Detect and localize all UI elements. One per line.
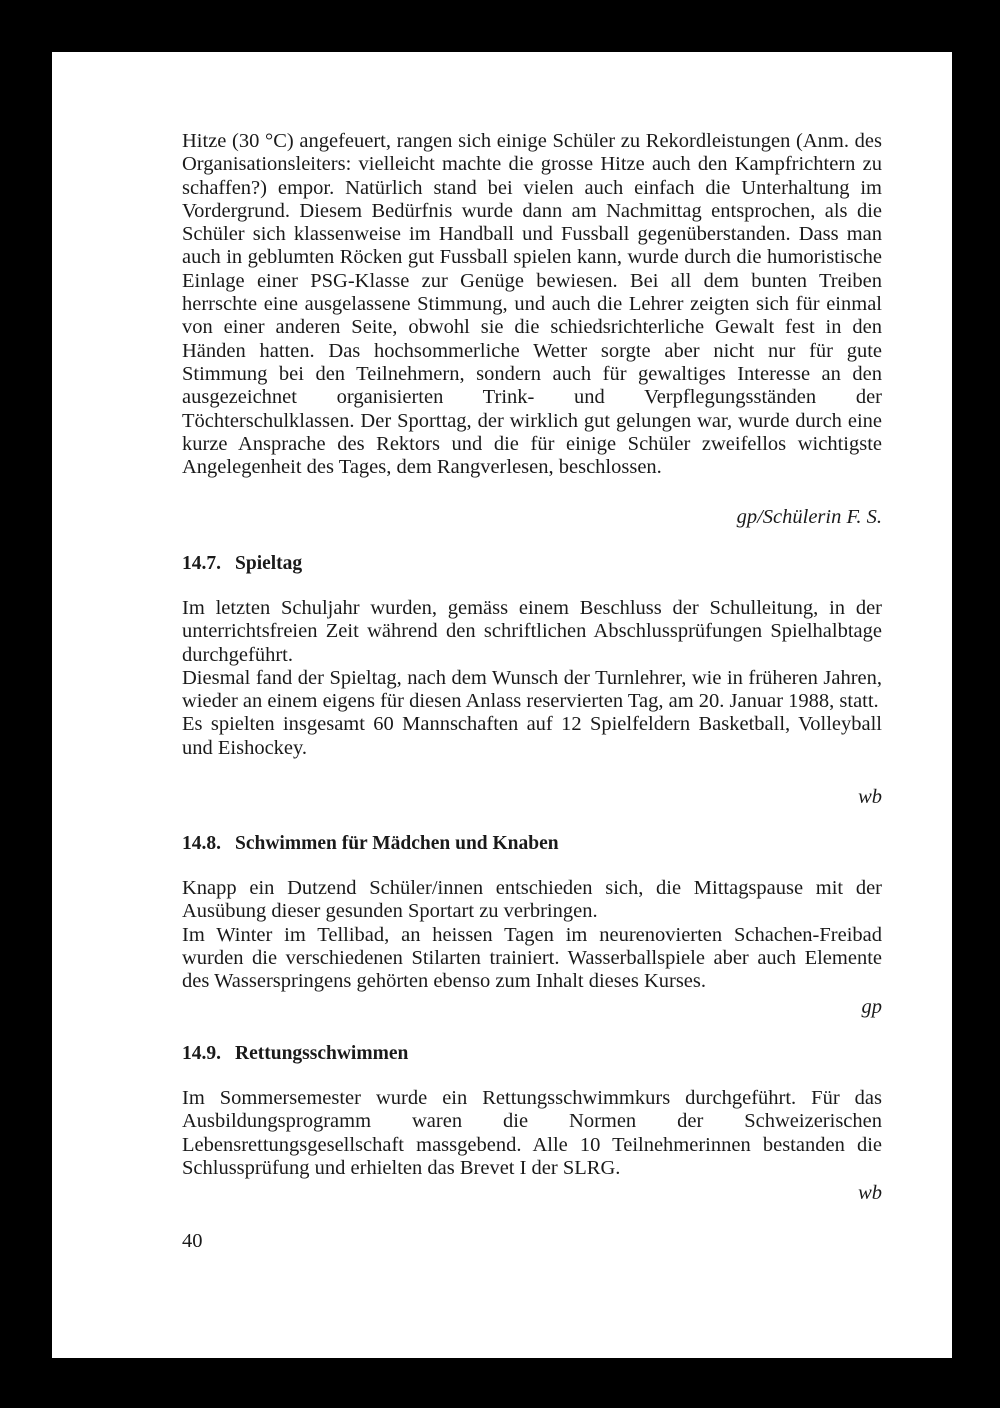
- section-heading-schwimmen: [182, 832, 559, 855]
- page-number: 40: [182, 1230, 203, 1252]
- section-title: Spieltag: [235, 553, 303, 574]
- paragraph: Im Winter im Tellibad, an heissen Tagen im neurenovierten Schachen-Freibad wurden die verschiedenen Stilarten trainiert. Wasserballspiele aber auch Elemente des Wasserspringens gehörten ebenso zum Inhalt dieses Kurses.: [182, 923, 882, 993]
- section-title: Rettungsschwimmen: [235, 1043, 409, 1064]
- document-page: [52, 52, 952, 1358]
- section-body-spieltag: [182, 597, 882, 760]
- section-number: 14.7.: [182, 553, 221, 574]
- section-heading-spieltag: [182, 552, 302, 575]
- paragraph: Knapp ein Dutzend Schüler/innen entschieden sich, die Mittagspause mit der Ausübung dieser gesunden Sportart zu verbringen.: [182, 877, 882, 923]
- section-body-rettungsschwimmen: [182, 1087, 882, 1180]
- paragraph: Im Sommersemester wurde ein Rettungsschwimmkurs durchgeführt. Für das Ausbildungsprogramm waren die Normen der Schweizerischen Lebensrettungsgesellschaft massgebend. Alle 10 Teilnehmerinnen bestanden die Schlussprüfung und erhielten das Brevet I der SLRG.: [182, 1087, 882, 1179]
- section-heading-rettungsschwimmen: [182, 1042, 408, 1065]
- section-number: 14.8.: [182, 833, 221, 854]
- intro-paragraph: [182, 130, 882, 479]
- intro-text: Hitze (30 °C) angefeuert, rangen sich einige Schüler zu Rekordleistungen (Anm. des Organisationsleiters: vielleicht machte die grosse Hitze auch den Kampfrichtern zu schaffen?) empor. Natürlich stand bei vielen auch einfach die Unterhaltung im Vordergrund. Diesem Bedürfnis wurde dann am Nachmittag entsprochen, als die Schüler sich klassenweise im Handball und Fussball gegenüberstanden. Dass man auch in geblumten Röcken gut Fussball spielen kann, wurde durch die humoristische Einlage einer PSG-Klasse zur Genüge bewiesen. Bei all dem bunten Treiben herrschte eine ausgelassene Stimmung, und auch die Lehrer zeigten sich für einmal von einer anderen Seite, obwohl sie die schiedsrichterliche Gewalt fest in den Händen hatten. Das hochsommerliche Wetter sorgte aber nicht nur für gute Stimmung bei den Teilnehmern, sondern auch für gewaltiges Interesse an den ausgezeichnet organisierten Trink- und Verpflegungsständen der Töchterschulklassen. Der Sporttag, der wirklich gut gelungen war, wurde durch eine kurze Ansprache des Rektors und die für einige Schüler zweifellos wichtigste Angelegenheit des Tages, dem Rangverlesen, beschlossen.: [182, 130, 882, 479]
- paragraph: Im letzten Schuljahr wurden, gemäss einem Beschluss der Schulleitung, in der unterrichtsfreien Zeit während den schriftlichen Abschlussprüfungen Spielhalbtage durchgeführt.: [182, 597, 882, 666]
- section-signature: gp: [861, 996, 882, 1018]
- section-body-schwimmen: [182, 877, 882, 993]
- section-title: Schwimmen für Mädchen und Knaben: [235, 833, 559, 854]
- section-signature: wb: [858, 786, 882, 808]
- intro-signature: gp/Schülerin F. S.: [736, 506, 882, 528]
- paragraph: Es spielten insgesamt 60 Mannschaften auf 12 Spielfeldern Basketball, Volleyball und Eishockey.: [182, 713, 882, 759]
- paragraph: Diesmal fand der Spieltag, nach dem Wunsch der Turnlehrer, wie in früheren Jahren, wieder an einem eigens für diesen Anlass reservierten Tag, am 20. Januar 1988, statt.: [182, 666, 882, 713]
- section-number: 14.9.: [182, 1043, 221, 1064]
- section-signature: wb: [858, 1182, 882, 1204]
